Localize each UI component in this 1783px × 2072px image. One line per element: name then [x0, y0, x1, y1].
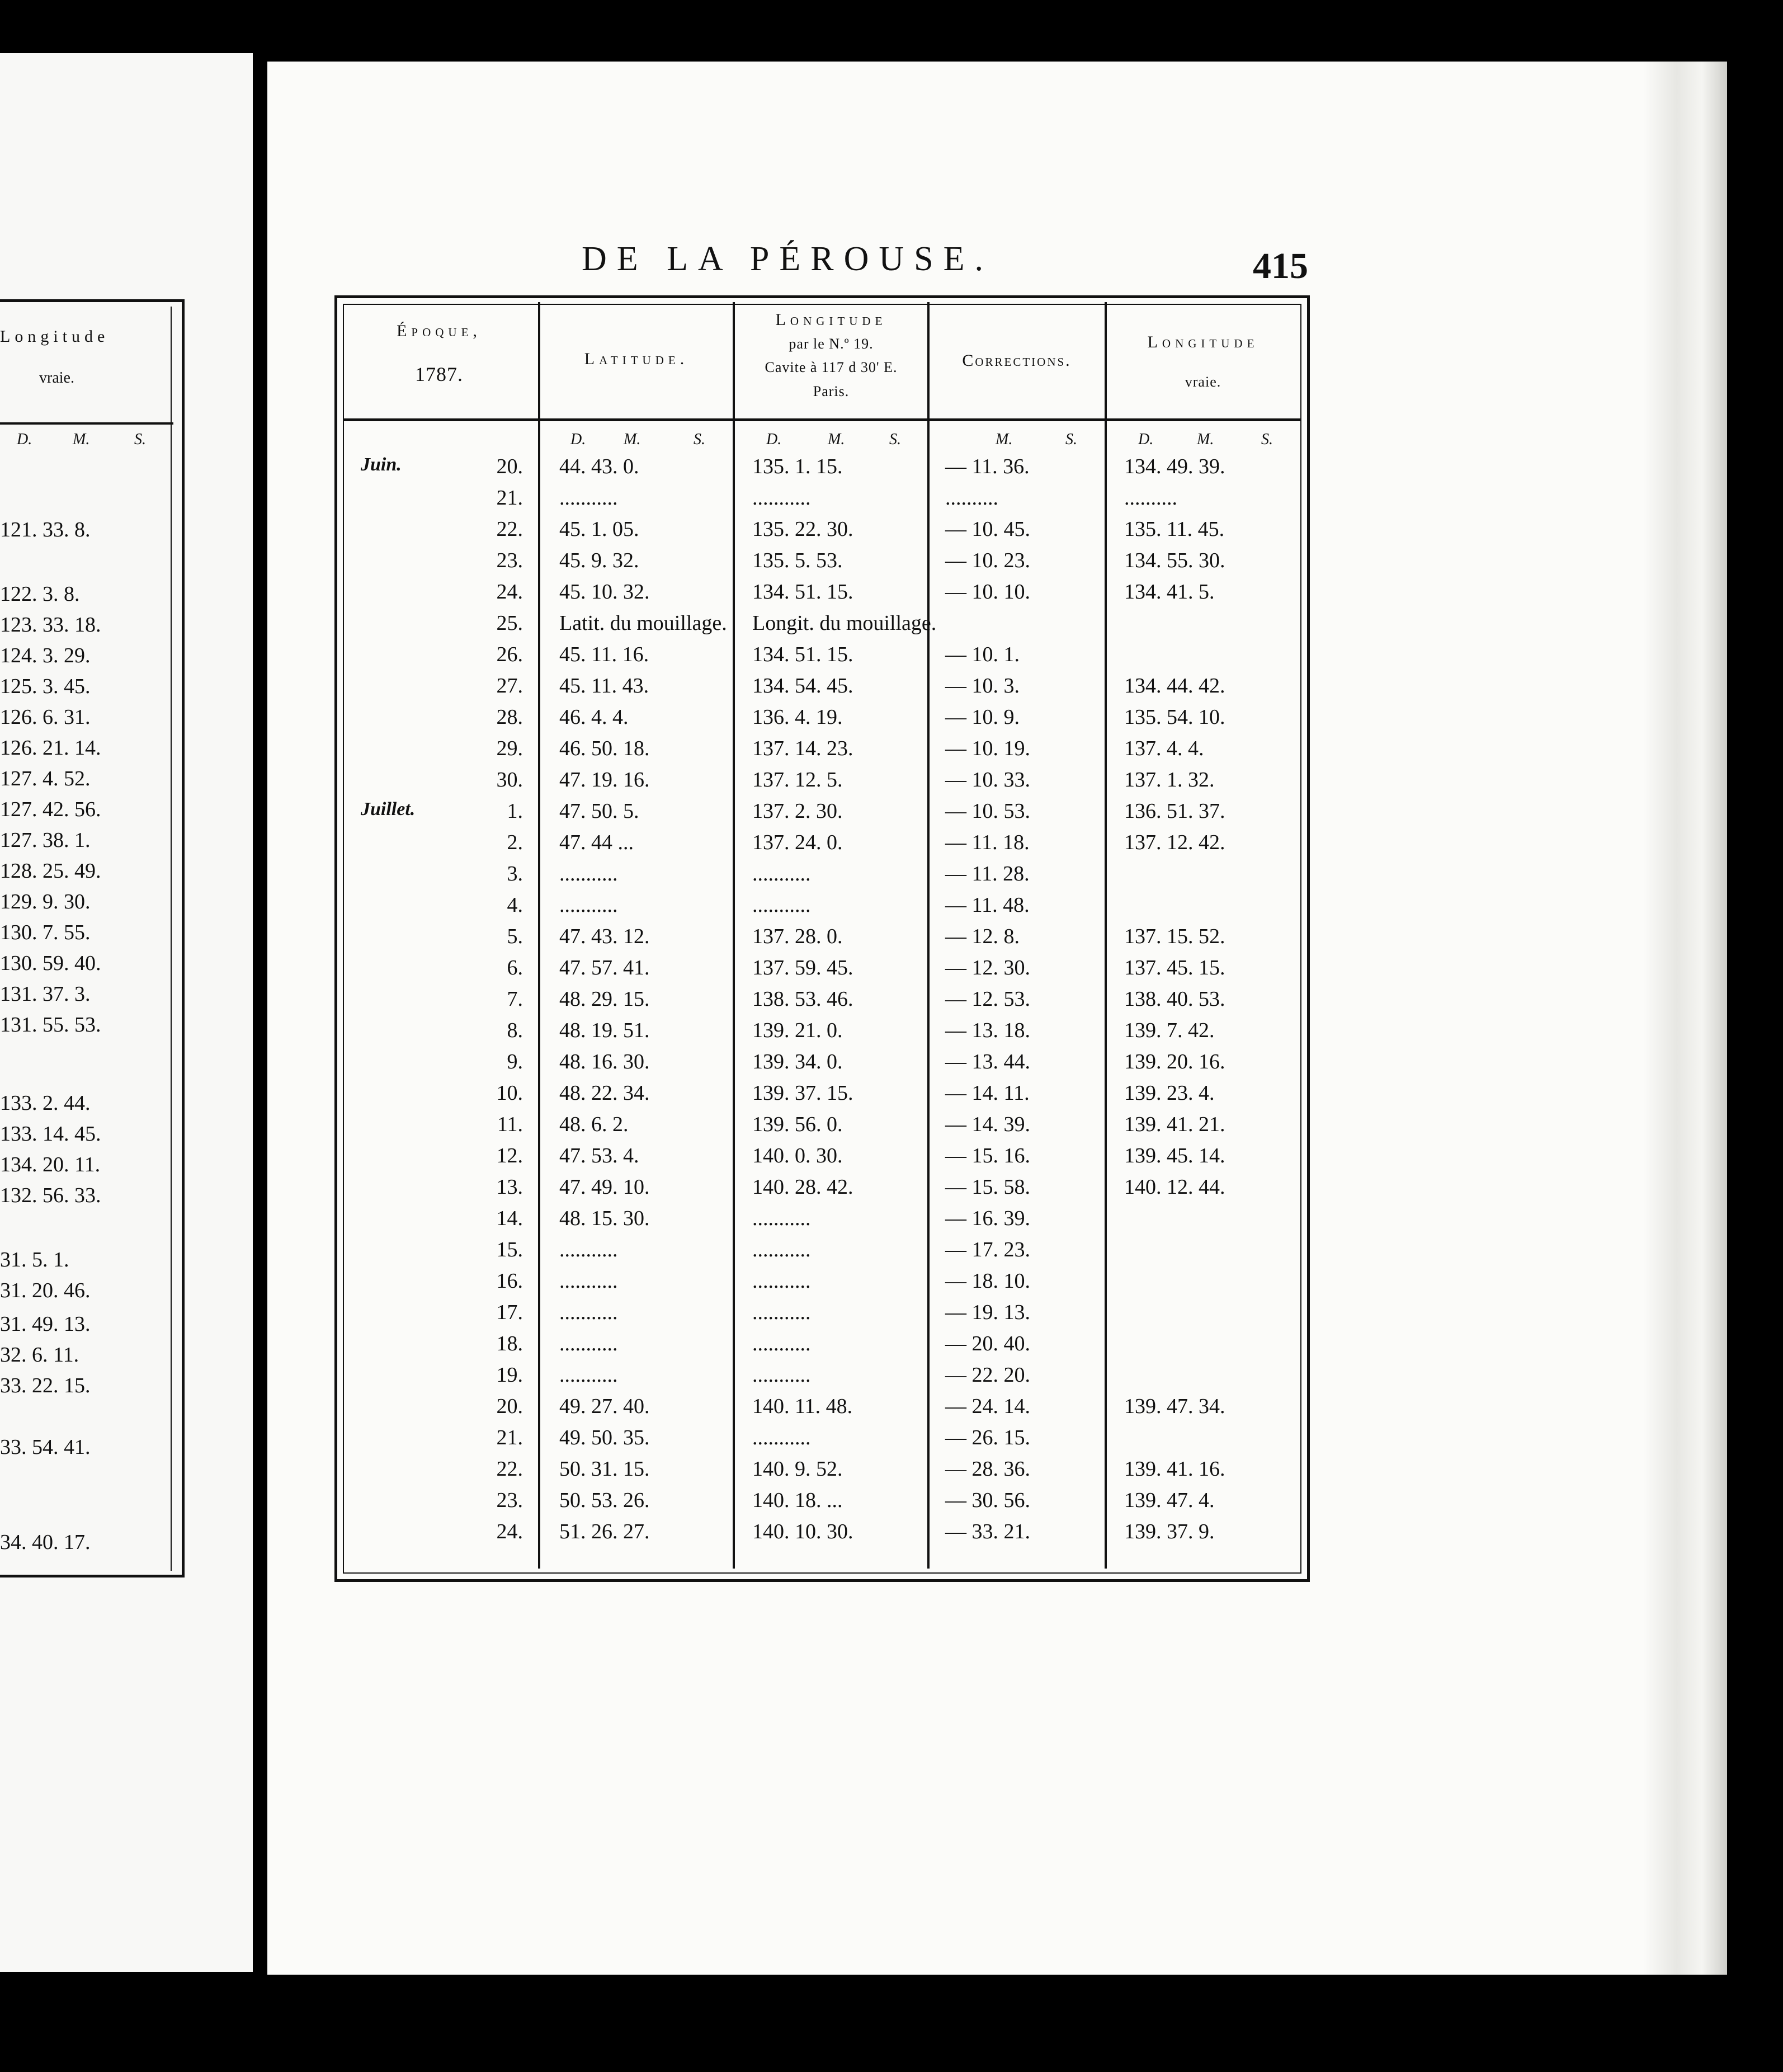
- row-correction: — 10. 1.: [945, 643, 1020, 666]
- row-longitude-vraie: ..........: [1124, 486, 1177, 510]
- row-day: 20.: [496, 1395, 523, 1418]
- left-row-value: 33. 54. 41.: [0, 1435, 91, 1459]
- row-correction: — 28. 36.: [945, 1457, 1030, 1481]
- table-row: [0, 548, 1286, 580]
- row-longitude-n19: 134. 51. 15.: [752, 580, 853, 604]
- row-longitude-vraie: 137. 15. 52.: [1124, 925, 1225, 948]
- row-longitude-n19: 140. 18. ...: [752, 1489, 843, 1512]
- row-longitude-n19: ...........: [752, 1269, 811, 1293]
- row-longitude-vraie: 139. 45. 14.: [1124, 1144, 1225, 1167]
- unit-lat-m: M.: [624, 431, 641, 448]
- table-row: [0, 767, 1286, 799]
- row-day: 14.: [496, 1207, 523, 1230]
- left-header-rule: [0, 422, 173, 425]
- row-latitude: 48. 15. 30.: [559, 1207, 650, 1230]
- row-latitude: 47. 53. 4.: [559, 1144, 639, 1167]
- left-row-value: 134. 20. 11.: [0, 1153, 101, 1176]
- row-latitude: 49. 27. 40.: [559, 1395, 650, 1418]
- row-day: 13.: [496, 1175, 523, 1199]
- table-row: [0, 580, 1286, 611]
- table-row: [0, 1488, 1286, 1519]
- header-longitude-vraie-line2: vraie.: [1185, 374, 1221, 390]
- row-longitude-n19: ...........: [752, 1238, 811, 1261]
- row-longitude-vraie: 134. 55. 30.: [1124, 549, 1225, 572]
- row-latitude: 45. 11. 16.: [559, 643, 649, 666]
- row-latitude: 45. 9. 32.: [559, 549, 639, 572]
- row-latitude: 47. 44 ...: [559, 831, 634, 854]
- left-row-value: 133. 14. 45.: [0, 1122, 101, 1146]
- row-latitude: ...........: [559, 862, 618, 886]
- row-longitude-vraie: 138. 40. 53.: [1124, 987, 1225, 1011]
- left-row-value: 127. 42. 56.: [0, 798, 101, 821]
- row-day: 24.: [496, 1520, 523, 1543]
- row-longitude-n19: 137. 14. 23.: [752, 737, 853, 760]
- row-longitude-n19: 137. 24. 0.: [752, 831, 843, 854]
- left-row-value: 131. 55. 53.: [0, 1013, 101, 1037]
- row-day: 21.: [496, 1426, 523, 1449]
- row-correction: — 12. 8.: [945, 925, 1020, 948]
- row-longitude-vraie: 139. 41. 16.: [1124, 1457, 1225, 1481]
- header-latitude: Latitude.: [584, 350, 689, 368]
- row-longitude-n19: 139. 34. 0.: [752, 1050, 843, 1073]
- row-longitude-n19: ...........: [752, 1426, 811, 1449]
- table-row: [0, 1081, 1286, 1112]
- row-day: 2.: [507, 831, 523, 854]
- row-latitude: 47. 50. 5.: [559, 799, 639, 823]
- row-longitude-n19: ...........: [752, 1207, 811, 1230]
- row-latitude: 48. 22. 34.: [559, 1081, 650, 1105]
- row-day: 12.: [496, 1144, 523, 1167]
- left-row-value: 124. 3. 29.: [0, 644, 91, 667]
- table-row: [0, 924, 1286, 955]
- table-row: [0, 611, 1286, 642]
- row-longitude-vraie: 136. 51. 37.: [1124, 799, 1225, 823]
- row-day: 11.: [497, 1113, 523, 1136]
- row-longitude-n19: 139. 37. 15.: [752, 1081, 853, 1105]
- row-latitude: ...........: [559, 1269, 618, 1293]
- row-longitude-vraie: 140. 12. 44.: [1124, 1175, 1225, 1199]
- row-correction: — 11. 28.: [945, 862, 1030, 886]
- unit-vraie-d: D.: [1138, 431, 1154, 448]
- row-longitude-n19: Longit. du mouillage.: [752, 611, 937, 635]
- unit-vraie-m: M.: [1197, 431, 1214, 448]
- row-correction: ..........: [945, 486, 998, 510]
- row-day: 6.: [507, 956, 523, 980]
- row-day: 25.: [496, 611, 523, 635]
- row-day: 9.: [507, 1050, 523, 1073]
- row-longitude-n19: 138. 53. 46.: [752, 987, 853, 1011]
- left-unit-d: D.: [17, 431, 32, 448]
- unit-lon-d: D.: [766, 431, 782, 448]
- row-longitude-n19: 137. 2. 30.: [752, 799, 843, 823]
- row-correction: — 14. 39.: [945, 1113, 1030, 1136]
- row-longitude-vraie: 139. 23. 4.: [1124, 1081, 1215, 1105]
- row-latitude: ...........: [559, 486, 618, 510]
- row-correction: — 15. 58.: [945, 1175, 1030, 1199]
- row-longitude-n19: ...........: [752, 862, 811, 886]
- table-row: [0, 1206, 1286, 1237]
- left-unit-s: S.: [134, 431, 146, 448]
- row-longitude-n19: ...........: [752, 1332, 811, 1355]
- table-row: [0, 861, 1286, 893]
- row-day: 1.: [507, 799, 523, 823]
- row-correction: — 10. 19.: [945, 737, 1030, 760]
- table-row: [0, 987, 1286, 1018]
- row-month: Juillet.: [361, 799, 416, 820]
- row-day: 26.: [496, 643, 523, 666]
- table-row: [0, 893, 1286, 924]
- left-row-value: 130. 59. 40.: [0, 952, 101, 975]
- left-row-value: 32. 6. 11.: [0, 1343, 79, 1367]
- row-latitude: 48. 6. 2.: [559, 1113, 629, 1136]
- header-epoque: Époque,: [397, 322, 482, 340]
- table-row: [0, 486, 1286, 517]
- row-longitude-n19: 139. 56. 0.: [752, 1113, 843, 1136]
- row-correction: — 26. 15.: [945, 1426, 1030, 1449]
- row-correction: — 11. 18.: [945, 831, 1030, 854]
- table-row: [0, 1363, 1286, 1394]
- table-row: [0, 1519, 1286, 1551]
- row-longitude-n19: ...........: [752, 893, 811, 917]
- row-day: 7.: [507, 987, 523, 1011]
- row-latitude: 47. 57. 41.: [559, 956, 650, 980]
- running-title: DE LA PÉROUSE.: [582, 240, 993, 278]
- row-day: 21.: [496, 486, 523, 510]
- table-row: [0, 1269, 1286, 1300]
- table-row: [0, 1300, 1286, 1331]
- row-day: 29.: [496, 737, 523, 760]
- table-row: [0, 1049, 1286, 1081]
- row-latitude: ...........: [559, 1238, 618, 1261]
- row-day: 23.: [496, 1489, 523, 1512]
- row-latitude: 44. 43. 0.: [559, 455, 639, 478]
- table-row: [0, 1112, 1286, 1143]
- table-row: [0, 799, 1286, 830]
- table-row: [0, 1175, 1286, 1206]
- row-longitude-vraie: 139. 7. 42.: [1124, 1019, 1215, 1042]
- row-latitude: ...........: [559, 893, 618, 917]
- unit-lat-s: S.: [694, 431, 705, 448]
- left-header-longitude: Longitude: [0, 327, 110, 346]
- left-row-value: 132. 56. 33.: [0, 1184, 101, 1207]
- table-row: [0, 517, 1286, 548]
- row-longitude-vraie: 139. 47. 4.: [1124, 1489, 1215, 1512]
- row-day: 10.: [496, 1081, 523, 1105]
- table-row: [0, 1143, 1286, 1175]
- table-row: [0, 705, 1286, 736]
- header-longitude-n19: Longitude: [775, 310, 887, 329]
- row-latitude: 49. 50. 35.: [559, 1426, 650, 1449]
- left-unit-m: M.: [73, 431, 90, 448]
- left-row-value: 122. 3. 8.: [0, 582, 80, 606]
- row-longitude-vraie: 134. 49. 39.: [1124, 455, 1225, 478]
- row-correction: — 17. 23.: [945, 1238, 1030, 1261]
- row-day: 17.: [496, 1301, 523, 1324]
- row-longitude-n19: 135. 22. 30.: [752, 517, 853, 541]
- row-latitude: ...........: [559, 1332, 618, 1355]
- row-longitude-vraie: 139. 20. 16.: [1124, 1050, 1225, 1073]
- row-day: 27.: [496, 674, 523, 698]
- row-latitude: 50. 53. 26.: [559, 1489, 650, 1512]
- row-longitude-n19: 136. 4. 19.: [752, 705, 843, 729]
- row-longitude-vraie: 134. 44. 42.: [1124, 674, 1225, 698]
- left-row-value: 128. 25. 49.: [0, 859, 101, 883]
- row-correction: — 15. 16.: [945, 1144, 1030, 1167]
- row-correction: — 24. 14.: [945, 1395, 1030, 1418]
- table-row: [0, 1331, 1286, 1363]
- header-longitude-n19-line2: par le N.º 19.: [789, 336, 874, 352]
- left-row-value: 126. 21. 14.: [0, 736, 101, 760]
- row-longitude-n19: ...........: [752, 486, 811, 510]
- row-longitude-vraie: 135. 54. 10.: [1124, 705, 1225, 729]
- row-correction: — 16. 39.: [945, 1207, 1030, 1230]
- row-latitude: 46. 4. 4.: [559, 705, 629, 729]
- row-correction: — 14. 11.: [945, 1081, 1030, 1105]
- row-latitude: 45. 1. 05.: [559, 517, 639, 541]
- left-row-value: 129. 9. 30.: [0, 890, 91, 913]
- row-longitude-vraie: 139. 37. 9.: [1124, 1520, 1215, 1543]
- table-row: [0, 1457, 1286, 1488]
- header-year: 1787.: [415, 363, 463, 385]
- left-row-value: 31. 5. 1.: [0, 1248, 69, 1272]
- table-row: [0, 955, 1286, 987]
- left-row-value: 123. 33. 18.: [0, 613, 101, 637]
- row-longitude-vraie: 135. 11. 45.: [1124, 517, 1225, 541]
- header-rule: [344, 418, 1300, 421]
- row-longitude-vraie: 137. 4. 4.: [1124, 737, 1204, 760]
- unit-lon-m: M.: [828, 431, 845, 448]
- row-latitude: 48. 16. 30.: [559, 1050, 650, 1073]
- row-correction: — 20. 40.: [945, 1332, 1030, 1355]
- table-row: [0, 454, 1286, 486]
- left-row-value: 131. 37. 3.: [0, 982, 91, 1006]
- row-correction: — 13. 18.: [945, 1019, 1030, 1042]
- row-latitude: 50. 31. 15.: [559, 1457, 650, 1481]
- unit-lat-d: D.: [570, 431, 586, 448]
- row-month: Juin.: [361, 454, 402, 475]
- left-row-value: 133. 2. 44.: [0, 1091, 91, 1115]
- header-longitude-vraie: Longitude: [1147, 333, 1259, 351]
- row-correction: — 30. 56.: [945, 1489, 1030, 1512]
- row-latitude: Latit. du mouillage.: [559, 611, 727, 635]
- row-day: 30.: [496, 768, 523, 792]
- row-latitude: 48. 29. 15.: [559, 987, 650, 1011]
- header-longitude-n19-line4: Paris.: [813, 383, 850, 399]
- unit-corr-m: M.: [996, 431, 1013, 448]
- row-latitude: 48. 19. 51.: [559, 1019, 650, 1042]
- row-longitude-vraie: 139. 41. 21.: [1124, 1113, 1225, 1136]
- row-day: 4.: [507, 893, 523, 917]
- left-row-value: 126. 6. 31.: [0, 705, 91, 729]
- row-latitude: 46. 50. 18.: [559, 737, 650, 760]
- row-longitude-n19: ...........: [752, 1301, 811, 1324]
- row-correction: — 10. 10.: [945, 580, 1030, 604]
- row-latitude: 51. 26. 27.: [559, 1520, 650, 1543]
- row-longitude-n19: ...........: [752, 1363, 811, 1387]
- row-correction: — 12. 30.: [945, 956, 1030, 980]
- left-row-value: 33. 22. 15.: [0, 1374, 91, 1397]
- row-day: 24.: [496, 580, 523, 604]
- table-row: [0, 1425, 1286, 1457]
- row-day: 22.: [496, 517, 523, 541]
- row-latitude: 47. 19. 16.: [559, 768, 650, 792]
- row-correction: — 10. 9.: [945, 705, 1020, 729]
- left-row-value: 31. 49. 13.: [0, 1312, 91, 1336]
- row-correction: — 19. 13.: [945, 1301, 1030, 1324]
- row-correction: — 22. 20.: [945, 1363, 1030, 1387]
- page-number: 415: [1253, 246, 1308, 286]
- row-longitude-vraie: 137. 12. 42.: [1124, 831, 1225, 854]
- row-correction: — 11. 36.: [945, 455, 1030, 478]
- left-row-value: 127. 4. 52.: [0, 767, 91, 790]
- header-longitude-n19-line3: Cavite à 117 d 30' E.: [765, 359, 898, 375]
- left-row-value: 127. 38. 1.: [0, 828, 91, 852]
- row-correction: — 18. 10.: [945, 1269, 1030, 1293]
- row-day: 19.: [496, 1363, 523, 1387]
- left-row-value: 34. 40. 17.: [0, 1531, 91, 1554]
- row-longitude-n19: 137. 12. 5.: [752, 768, 843, 792]
- left-row-value: 121. 33. 8.: [0, 518, 91, 541]
- table-row: [0, 1018, 1286, 1049]
- row-day: 8.: [507, 1019, 523, 1042]
- row-correction: — 10. 23.: [945, 549, 1030, 572]
- row-day: 20.: [496, 455, 523, 478]
- row-correction: — 10. 53.: [945, 799, 1030, 823]
- row-day: 23.: [496, 549, 523, 572]
- left-header-vraie: vraie.: [39, 369, 74, 387]
- table-row: [0, 736, 1286, 767]
- row-correction: — 10. 45.: [945, 517, 1030, 541]
- unit-lon-s: S.: [889, 431, 901, 448]
- unit-vraie-s: S.: [1261, 431, 1273, 448]
- row-correction: — 33. 21.: [945, 1520, 1030, 1543]
- row-day: 15.: [496, 1238, 523, 1261]
- row-correction: — 10. 33.: [945, 768, 1030, 792]
- row-correction: — 13. 44.: [945, 1050, 1030, 1073]
- row-longitude-n19: 139. 21. 0.: [752, 1019, 843, 1042]
- row-longitude-n19: 140. 0. 30.: [752, 1144, 843, 1167]
- table-row: [0, 642, 1286, 674]
- row-longitude-n19: 134. 54. 45.: [752, 674, 853, 698]
- row-latitude: ...........: [559, 1363, 618, 1387]
- table-row: [0, 674, 1286, 705]
- row-latitude: 47. 43. 12.: [559, 925, 650, 948]
- row-longitude-n19: 140. 10. 30.: [752, 1520, 853, 1543]
- left-row-value: 31. 20. 46.: [0, 1279, 91, 1302]
- row-longitude-n19: 137. 59. 45.: [752, 956, 853, 980]
- row-longitude-vraie: 139. 47. 34.: [1124, 1395, 1225, 1418]
- row-day: 5.: [507, 925, 523, 948]
- row-latitude: 45. 10. 32.: [559, 580, 650, 604]
- row-day: 18.: [496, 1332, 523, 1355]
- row-day: 28.: [496, 705, 523, 729]
- left-row-value: 130. 7. 55.: [0, 921, 91, 944]
- row-longitude-n19: 137. 28. 0.: [752, 925, 843, 948]
- row-longitude-n19: 134. 51. 15.: [752, 643, 853, 666]
- row-correction: — 10. 3.: [945, 674, 1020, 698]
- row-latitude: ...........: [559, 1301, 618, 1324]
- row-longitude-n19: 140. 9. 52.: [752, 1457, 843, 1481]
- row-longitude-n19: 135. 1. 15.: [752, 455, 843, 478]
- table-row: [0, 1237, 1286, 1269]
- unit-corr-s: S.: [1065, 431, 1077, 448]
- row-longitude-n19: 140. 11. 48.: [752, 1395, 853, 1418]
- page-edge: [1643, 62, 1727, 1975]
- row-day: 22.: [496, 1457, 523, 1481]
- table-row: [0, 830, 1286, 861]
- row-correction: — 11. 48.: [945, 893, 1030, 917]
- row-correction: — 12. 53.: [945, 987, 1030, 1011]
- row-latitude: 45. 11. 43.: [559, 674, 649, 698]
- header-corrections: Corrections.: [962, 351, 1072, 370]
- row-longitude-n19: 135. 5. 53.: [752, 549, 843, 572]
- row-day: 16.: [496, 1269, 523, 1293]
- row-day: 3.: [507, 862, 523, 886]
- row-longitude-vraie: 134. 41. 5.: [1124, 580, 1215, 604]
- row-longitude-vraie: 137. 1. 32.: [1124, 768, 1215, 792]
- row-longitude-n19: 140. 28. 42.: [752, 1175, 853, 1199]
- row-longitude-vraie: 137. 45. 15.: [1124, 956, 1225, 980]
- left-row-value: 125. 3. 45.: [0, 675, 91, 698]
- row-latitude: 47. 49. 10.: [559, 1175, 650, 1199]
- table-row: [0, 1394, 1286, 1425]
